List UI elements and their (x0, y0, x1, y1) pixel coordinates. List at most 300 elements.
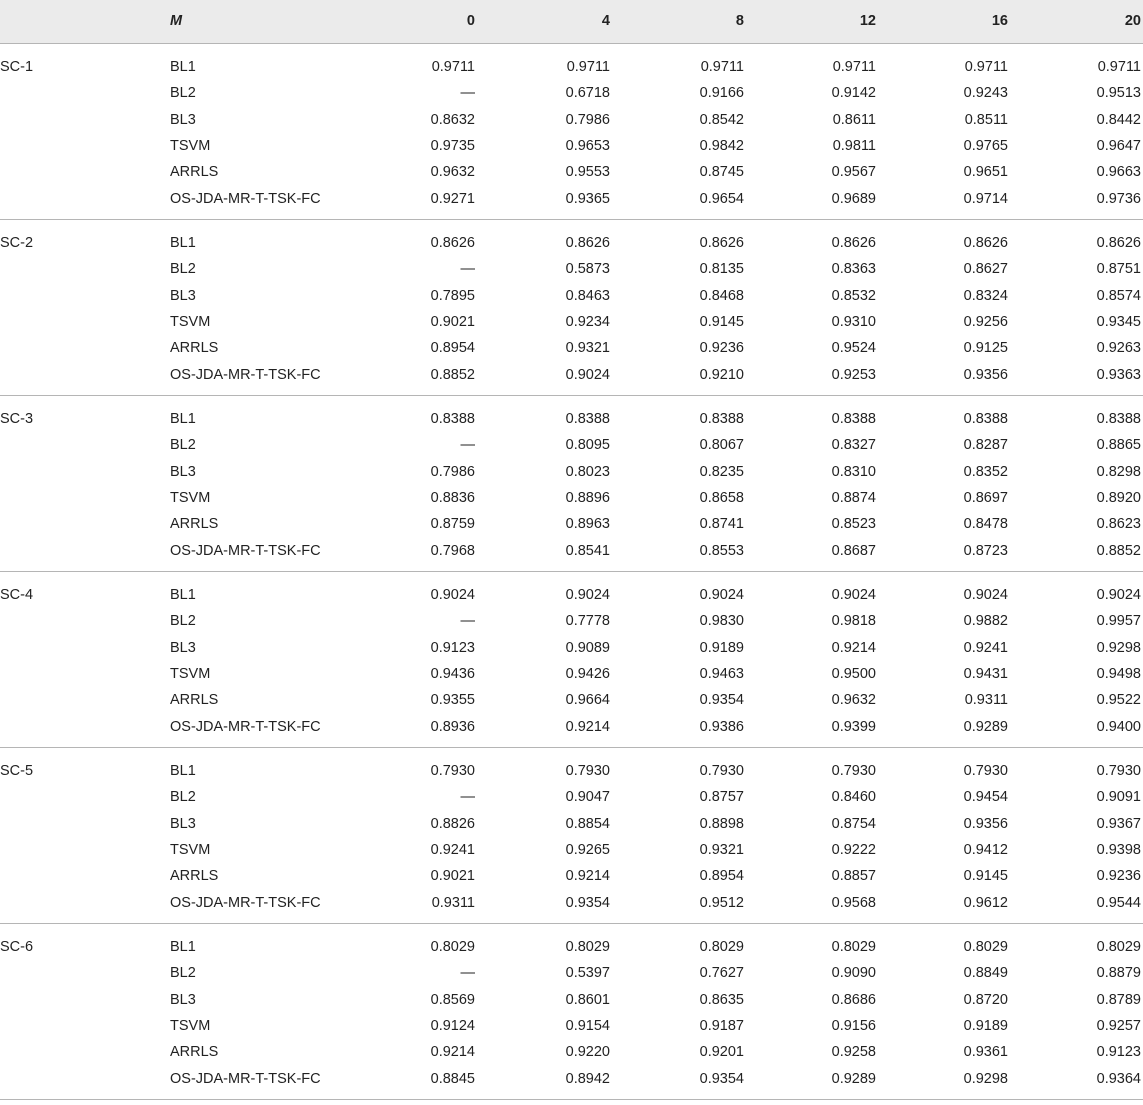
value-cell: 0.7986 (565, 111, 610, 128)
value-cell: 0.8697 (963, 489, 1008, 506)
value-cell: 0.8627 (963, 261, 1008, 278)
method-cell: BL2 (170, 261, 196, 278)
value-cell: 0.9271 (430, 190, 475, 207)
value-cell: 0.9398 (1096, 841, 1141, 858)
value-cell: 0.9123 (1096, 1044, 1141, 1061)
value-cell: 0.8388 (1096, 411, 1141, 427)
value-cell: 0.8135 (699, 261, 744, 278)
value-cell: 0.5873 (565, 261, 610, 278)
value-cell: 0.9711 (832, 59, 876, 75)
table-row (0, 894, 1143, 920)
table-row (0, 163, 1143, 189)
value-cell: 0.9145 (963, 868, 1008, 885)
value-cell: 0.9367 (1096, 815, 1141, 832)
value-cell: 0.9354 (699, 692, 744, 709)
table-row (0, 234, 1143, 260)
table-row (0, 489, 1143, 515)
value-cell: 0.9256 (963, 313, 1008, 330)
value-cell: 0.8845 (430, 1070, 475, 1087)
value-cell: 0.7968 (430, 542, 475, 559)
value-cell: 0.9612 (963, 894, 1008, 911)
value-cell: 0.9214 (430, 1044, 475, 1061)
method-cell: TSVM (170, 489, 211, 506)
value-cell: 0.9830 (699, 613, 744, 630)
group-label: SC-1 (0, 59, 34, 75)
value-cell: 0.9568 (831, 894, 876, 911)
value-cell: — (460, 789, 475, 806)
value-cell: 0.8029 (565, 939, 610, 955)
value-cell: 0.9647 (1096, 137, 1141, 154)
value-cell: 0.9220 (565, 1044, 610, 1061)
value-cell: 0.9365 (565, 190, 610, 207)
value-cell: 0.8626 (699, 235, 744, 251)
table-row (0, 287, 1143, 313)
table-row (0, 84, 1143, 110)
value-cell: 0.9711 (1097, 59, 1141, 75)
value-cell: 0.9345 (1096, 313, 1141, 330)
value-cell: 0.9210 (699, 366, 744, 383)
value-cell: 0.8532 (831, 287, 876, 304)
method-cell: BL3 (170, 287, 196, 304)
value-cell: 0.8029 (963, 939, 1008, 955)
value-cell: 0.9156 (831, 1017, 876, 1034)
table-row (0, 137, 1143, 163)
value-cell: 0.8468 (699, 287, 744, 304)
table-row (0, 841, 1143, 867)
value-cell: 0.8723 (963, 542, 1008, 559)
method-cell: BL2 (170, 613, 196, 630)
group-label: SC-6 (0, 939, 34, 955)
value-cell: 0.9426 (565, 665, 610, 682)
value-cell: 0.8298 (1096, 463, 1141, 480)
table-group (0, 396, 1143, 572)
value-cell: 0.7627 (699, 965, 744, 982)
method-cell: BL1 (170, 235, 196, 251)
value-cell: 0.8896 (565, 489, 610, 506)
value-cell: 0.7986 (430, 463, 475, 480)
table-row (0, 366, 1143, 392)
value-cell: 0.9654 (699, 190, 744, 207)
value-cell: 0.8029 (831, 939, 876, 955)
table-row (0, 1017, 1143, 1043)
value-cell: 0.9663 (1096, 164, 1141, 181)
header-m-value: 20 (1124, 13, 1141, 29)
value-cell: 0.9311 (964, 692, 1008, 709)
value-cell: 0.8541 (565, 542, 610, 559)
value-cell: 0.9714 (963, 190, 1008, 207)
value-cell: 0.9354 (699, 1070, 744, 1087)
value-cell: 0.9567 (831, 164, 876, 181)
group-label: SC-4 (0, 587, 34, 603)
method-cell: BL1 (170, 59, 196, 75)
method-cell: ARRLS (170, 692, 219, 709)
value-cell: 0.9214 (831, 639, 876, 656)
value-cell: 0.8626 (831, 235, 876, 251)
value-cell: 0.9236 (1096, 868, 1141, 885)
method-cell: ARRLS (170, 516, 219, 533)
value-cell: 0.8611 (832, 111, 876, 128)
value-cell: 0.8626 (430, 235, 475, 251)
table-row (0, 111, 1143, 137)
value-cell: 0.9632 (831, 692, 876, 709)
value-cell: 0.9189 (963, 1017, 1008, 1034)
method-cell: ARRLS (170, 164, 219, 181)
table-row (0, 436, 1143, 462)
value-cell: 0.9154 (565, 1017, 610, 1034)
value-cell: 0.9651 (963, 164, 1008, 181)
value-cell: 0.8388 (699, 411, 744, 427)
value-cell: 0.8658 (699, 489, 744, 506)
value-cell: 0.9498 (1096, 665, 1141, 682)
value-cell: 0.8836 (430, 489, 475, 506)
method-cell: BL3 (170, 815, 196, 832)
value-cell: 0.8849 (963, 965, 1008, 982)
value-cell: 0.9711 (964, 59, 1008, 75)
table-row (0, 463, 1143, 489)
value-cell: 0.9253 (831, 366, 876, 383)
value-cell: 0.8095 (565, 437, 610, 454)
value-cell: 0.8954 (699, 868, 744, 885)
value-cell: 0.9735 (430, 137, 475, 154)
value-cell: 0.9024 (565, 587, 610, 603)
value-cell: 0.8626 (963, 235, 1008, 251)
method-cell: BL1 (170, 411, 196, 427)
value-cell: 0.8601 (565, 991, 610, 1008)
value-cell: 0.9711 (431, 59, 475, 75)
header-m-value: 4 (601, 13, 610, 29)
value-cell: 0.8511 (964, 111, 1008, 128)
value-cell: 0.9431 (963, 665, 1008, 682)
table-row (0, 718, 1143, 744)
value-cell: 0.9364 (1096, 1070, 1141, 1087)
value-cell: 0.8029 (699, 939, 744, 955)
method-cell: OS-JDA-MR-T-TSK-FC (170, 894, 321, 911)
value-cell: 0.8574 (1096, 287, 1141, 304)
value-cell: 0.8324 (963, 287, 1008, 304)
value-cell: 0.8287 (963, 437, 1008, 454)
value-cell: 0.9664 (565, 692, 610, 709)
value-cell: 0.9400 (1096, 718, 1141, 735)
table-row (0, 339, 1143, 365)
value-cell: 0.9500 (831, 665, 876, 682)
value-cell: 0.8854 (565, 815, 610, 832)
value-cell: 0.9711 (566, 59, 610, 75)
value-cell: 0.7778 (565, 613, 610, 630)
header-m-value: 8 (735, 13, 744, 29)
value-cell: 0.8352 (963, 463, 1008, 480)
value-cell: 0.8310 (831, 463, 876, 480)
method-cell: BL1 (170, 763, 196, 779)
value-cell: 0.9363 (1096, 366, 1141, 383)
table-row (0, 190, 1143, 216)
value-cell: 0.8023 (565, 463, 610, 480)
value-cell: 0.8920 (1096, 489, 1141, 506)
table-group (0, 44, 1143, 220)
method-cell: BL3 (170, 111, 196, 128)
value-cell: 0.9298 (1096, 639, 1141, 656)
table-row (0, 612, 1143, 638)
value-cell: 0.8936 (430, 718, 475, 735)
method-cell: BL2 (170, 965, 196, 982)
value-cell: 0.9386 (699, 718, 744, 735)
method-cell: TSVM (170, 665, 211, 682)
value-cell: 0.9257 (1096, 1017, 1141, 1034)
table-row (0, 586, 1143, 612)
method-cell: TSVM (170, 1017, 211, 1034)
value-cell: — (460, 261, 475, 278)
value-cell: 0.9289 (831, 1070, 876, 1087)
value-cell: 0.8759 (430, 516, 475, 533)
value-cell: 0.8542 (699, 111, 744, 128)
value-cell: 0.9361 (963, 1044, 1008, 1061)
value-cell: 0.8067 (699, 437, 744, 454)
table-row (0, 410, 1143, 436)
value-cell: 0.8569 (430, 991, 475, 1008)
table-row (0, 542, 1143, 568)
table-row (0, 58, 1143, 84)
value-cell: 0.9241 (430, 841, 475, 858)
method-cell: BL3 (170, 463, 196, 480)
table-group (0, 572, 1143, 748)
value-cell: 0.9234 (565, 313, 610, 330)
value-cell: 0.9653 (565, 137, 610, 154)
value-cell: 0.9047 (565, 789, 610, 806)
value-cell: 0.9818 (831, 613, 876, 630)
header-m-label: M (170, 13, 183, 29)
value-cell: 0.8852 (430, 366, 475, 383)
value-cell: 0.9090 (831, 965, 876, 982)
value-cell: 0.9187 (699, 1017, 744, 1034)
value-cell: 0.8442 (1096, 111, 1141, 128)
value-cell: 0.9024 (1096, 587, 1141, 603)
method-cell: TSVM (170, 841, 211, 858)
value-cell: 0.8029 (1096, 939, 1141, 955)
method-cell: BL2 (170, 789, 196, 806)
method-cell: OS-JDA-MR-T-TSK-FC (170, 190, 321, 207)
value-cell: 0.9189 (699, 639, 744, 656)
value-cell: 0.9201 (699, 1044, 744, 1061)
table-row (0, 788, 1143, 814)
value-cell: 0.8523 (831, 516, 876, 533)
value-cell: 0.9089 (565, 639, 610, 656)
value-cell: 0.6718 (565, 85, 610, 102)
value-cell: 0.9310 (831, 313, 876, 330)
value-cell: 0.9222 (831, 841, 876, 858)
value-cell: 0.9842 (699, 137, 744, 154)
value-cell: 0.9166 (699, 85, 744, 102)
value-cell: 0.8388 (831, 411, 876, 427)
value-cell: 0.9524 (831, 340, 876, 357)
table-row (0, 867, 1143, 893)
group-label: SC-2 (0, 235, 34, 251)
value-cell: 0.9632 (430, 164, 475, 181)
value-cell: 0.8745 (699, 164, 744, 181)
value-cell: 0.9957 (1096, 613, 1141, 630)
value-cell: 0.7930 (963, 763, 1008, 779)
value-cell: 0.8460 (831, 789, 876, 806)
value-cell: 0.8029 (430, 939, 475, 955)
value-cell: 0.9145 (699, 313, 744, 330)
value-cell: 0.9091 (1096, 789, 1141, 806)
value-cell: 0.9265 (565, 841, 610, 858)
table-row (0, 665, 1143, 691)
table-row (0, 815, 1143, 841)
value-cell: 0.9241 (963, 639, 1008, 656)
value-cell: 0.7930 (831, 763, 876, 779)
method-cell: BL3 (170, 991, 196, 1008)
value-cell: 0.9811 (832, 137, 876, 154)
value-cell: 0.8954 (430, 340, 475, 357)
value-cell: 0.8826 (430, 815, 475, 832)
value-cell: 0.8898 (699, 815, 744, 832)
value-cell: 0.9463 (699, 665, 744, 682)
value-cell: 0.8754 (831, 815, 876, 832)
method-cell: OS-JDA-MR-T-TSK-FC (170, 366, 321, 383)
value-cell: 0.8363 (831, 261, 876, 278)
method-cell: BL1 (170, 587, 196, 603)
value-cell: 0.7930 (699, 763, 744, 779)
group-label: SC-3 (0, 411, 34, 427)
value-cell: 0.9024 (430, 587, 475, 603)
method-cell: ARRLS (170, 868, 219, 885)
value-cell: 0.9021 (430, 313, 475, 330)
value-cell: 0.9736 (1096, 190, 1141, 207)
value-cell: 0.9356 (963, 815, 1008, 832)
value-cell: 0.8857 (831, 868, 876, 885)
value-cell: 0.5397 (565, 965, 610, 982)
table-row (0, 260, 1143, 286)
value-cell: — (460, 437, 475, 454)
value-cell: 0.8757 (699, 789, 744, 806)
method-cell: OS-JDA-MR-T-TSK-FC (170, 1070, 321, 1087)
value-cell: 0.9311 (431, 894, 475, 911)
value-cell: 0.8686 (831, 991, 876, 1008)
value-cell: 0.8388 (963, 411, 1008, 427)
table-row (0, 964, 1143, 990)
value-cell: 0.8635 (699, 991, 744, 1008)
table-row (0, 1043, 1143, 1069)
value-cell: 0.8687 (831, 542, 876, 559)
value-cell: — (460, 85, 475, 102)
value-cell: 0.9354 (565, 894, 610, 911)
value-cell: 0.8852 (1096, 542, 1141, 559)
method-cell: TSVM (170, 313, 211, 330)
method-cell: ARRLS (170, 340, 219, 357)
value-cell: 0.8874 (831, 489, 876, 506)
table-header (0, 0, 1143, 44)
value-cell: 0.9513 (1096, 85, 1141, 102)
value-cell: 0.9243 (963, 85, 1008, 102)
table-body (0, 44, 1143, 1100)
value-cell: 0.9236 (699, 340, 744, 357)
value-cell: 0.9125 (963, 340, 1008, 357)
value-cell: 0.8235 (699, 463, 744, 480)
header-m-value: 12 (859, 13, 876, 29)
value-cell: 0.9512 (699, 894, 744, 911)
value-cell: 0.9765 (963, 137, 1008, 154)
header-m-value: 16 (991, 13, 1008, 29)
value-cell: 0.9214 (565, 718, 610, 735)
method-cell: ARRLS (170, 1044, 219, 1061)
value-cell: 0.8388 (565, 411, 610, 427)
value-cell: 0.8623 (1096, 516, 1141, 533)
value-cell: 0.8720 (963, 991, 1008, 1008)
method-cell: BL2 (170, 85, 196, 102)
value-cell: 0.9024 (699, 587, 744, 603)
table-row (0, 938, 1143, 964)
method-cell: BL2 (170, 437, 196, 454)
table-row (0, 1070, 1143, 1096)
value-cell: 0.9124 (430, 1017, 475, 1034)
value-cell: 0.8751 (1096, 261, 1141, 278)
value-cell: 0.9454 (963, 789, 1008, 806)
value-cell: 0.8463 (565, 287, 610, 304)
value-cell: 0.8942 (565, 1070, 610, 1087)
value-cell: 0.9412 (963, 841, 1008, 858)
value-cell: 0.9321 (565, 340, 610, 357)
value-cell: 0.9436 (430, 665, 475, 682)
method-cell: BL3 (170, 639, 196, 656)
method-cell: BL1 (170, 939, 196, 955)
table-row (0, 762, 1143, 788)
value-cell: 0.8626 (565, 235, 610, 251)
value-cell: 0.9553 (565, 164, 610, 181)
value-cell: 0.9298 (963, 1070, 1008, 1087)
header-m-value: 0 (466, 13, 475, 29)
value-cell: 0.9258 (831, 1044, 876, 1061)
value-cell: 0.9289 (963, 718, 1008, 735)
value-cell: 0.8388 (430, 411, 475, 427)
value-cell: 0.9263 (1096, 340, 1141, 357)
value-cell: 0.9214 (565, 868, 610, 885)
value-cell: 0.9142 (831, 85, 876, 102)
value-cell: 0.9024 (565, 366, 610, 383)
value-cell: 0.7930 (430, 763, 475, 779)
table-group (0, 748, 1143, 924)
table-row (0, 691, 1143, 717)
table-row (0, 639, 1143, 665)
value-cell: 0.9399 (831, 718, 876, 735)
table-row (0, 515, 1143, 541)
value-cell: 0.8327 (831, 437, 876, 454)
value-cell: 0.9021 (430, 868, 475, 885)
table-group (0, 220, 1143, 396)
value-cell: 0.9711 (700, 59, 744, 75)
table-row (0, 991, 1143, 1017)
method-cell: OS-JDA-MR-T-TSK-FC (170, 542, 321, 559)
value-cell: 0.7930 (1096, 763, 1141, 779)
value-cell: 0.9522 (1096, 692, 1141, 709)
value-cell: 0.8879 (1096, 965, 1141, 982)
value-cell: 0.9355 (430, 692, 475, 709)
value-cell: 0.8865 (1096, 437, 1141, 454)
value-cell: 0.7895 (430, 287, 475, 304)
value-cell: 0.7930 (565, 763, 610, 779)
value-cell: 0.9356 (963, 366, 1008, 383)
value-cell: 0.9544 (1096, 894, 1141, 911)
method-cell: OS-JDA-MR-T-TSK-FC (170, 718, 321, 735)
table-group (0, 924, 1143, 1100)
value-cell: 0.8632 (430, 111, 475, 128)
value-cell: 0.8789 (1096, 991, 1141, 1008)
method-cell: TSVM (170, 137, 211, 154)
value-cell: 0.9024 (831, 587, 876, 603)
group-label: SC-5 (0, 763, 34, 779)
value-cell: 0.9024 (963, 587, 1008, 603)
value-cell: — (460, 965, 475, 982)
value-cell: 0.9123 (430, 639, 475, 656)
value-cell: 0.9689 (831, 190, 876, 207)
